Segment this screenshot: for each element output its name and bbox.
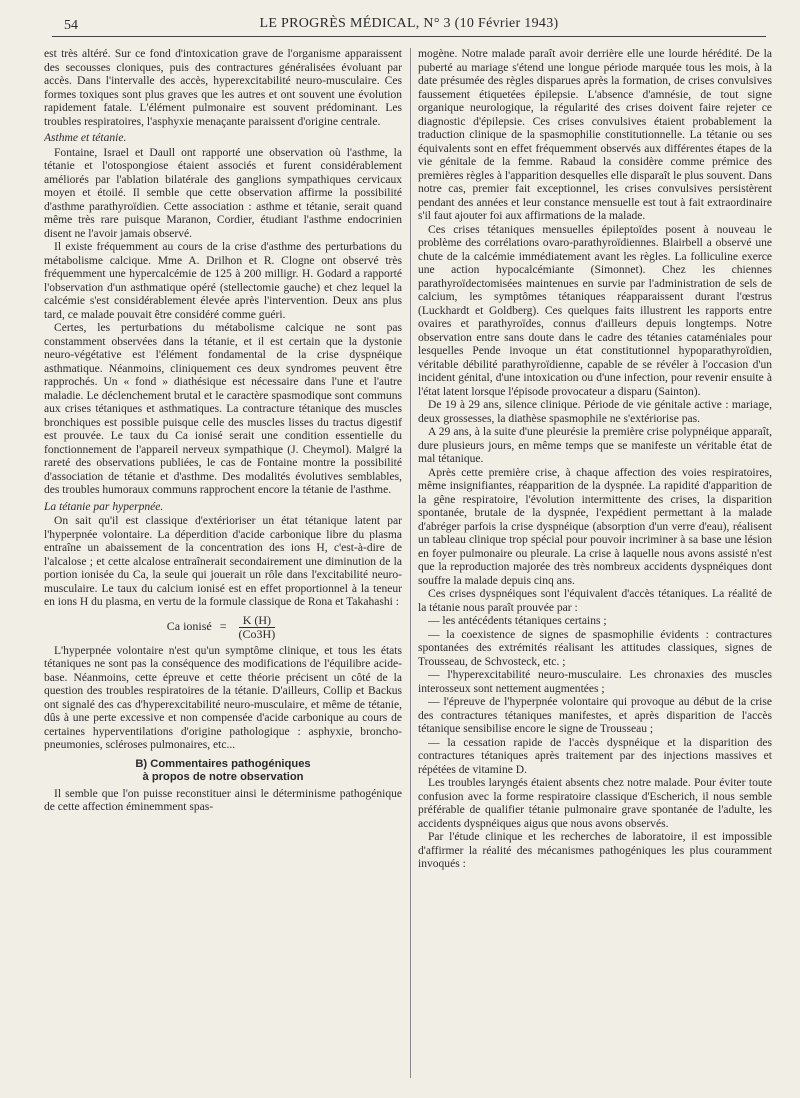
- section-heading: Asthme et tétanie.: [44, 132, 127, 144]
- paragraph: De 19 à 29 ans, silence clinique. Période de vie génitale active : mariage, deux grossesses, la diathèse spasmophile ne s'extériorise pas.: [418, 399, 772, 425]
- paragraph: Ces crises dyspnéiques sont l'équivalent d'accès tétaniques. La réalité de la tétanie nous paraît prouvée par :: [418, 588, 772, 614]
- list-item: — la coexistence de signes de spasmophilie évidents : contractures spontanées des extrémités réalisant les attitudes classiques, signes de Trousseau, de Schvosteck, etc. ;: [418, 628, 772, 668]
- formula-numerator: K (H): [239, 614, 275, 628]
- formula-fraction: [235, 614, 280, 641]
- section-heading-bold: [44, 758, 402, 785]
- paragraph: Certes, les perturbations du métabolisme calcique ne sont pas constamment observées dans la tétanie, et il est certain que la dystonie neuro-végétative est l'élément fondamental de la crise dyspnéique asthmatique. Néanmoins, cliniquement ces deux syndromes peuvent être rapprochés. Un « fond » diathésique est nécessaire dans l'une et l'autre maladie. Le déclenchement brutal et le caractère spasmodique sont communs aux crises tétaniques et asthmatiques. La contracture tétanique des muscles bronchiques est possible puisque celle des muscles lisses du tractus digestif est prouvée. Le taux du Ca ionisé serait une condition essentielle du fonctionnement de l'appareil nerveux sympathique (J. Cheymol). Malgré la rareté des observations publiées, le cas de Fontaine montre la possibilité d'association de tétanie et d'asthme. Des modalités évolutives semblables, des troubles humoraux communs rapprochent encore la tétanie de l'asthme.: [44, 322, 402, 496]
- paragraph: On sait qu'il est classique d'extérioriser un état tétanique latent par l'hyperpnée volontaire. La déperdition d'acide carbonique libre du plasma entraîne un abaissement de la concentration des ions H, c'est-à-dire de l'alcalose ; et cette alcalose entraînerait secondairement une diminution de la portion ionisée du Ca, la seule qui jouerait un rôle dans l'excitabilité neuro-musculaire. Le taux du calcium ionisé est en effet proportionnel à la teneur en ions H du plasma, en vertu de la formule classique de Rona et Takahashi :: [44, 515, 402, 608]
- list-item: — l'épreuve de l'hyperpnée volontaire qui provoque au début de la crise des contractures tétaniques manifestes, et après disparition de l'accès tétanique sensibilise encore le signe de Trousseau ;: [418, 696, 772, 735]
- list-item: — la cessation rapide de l'accès dyspnéique et la disparition des contractures tétaniques après traitement par des injections massives et répétées de vitamine D.: [418, 736, 772, 776]
- paragraph: Après cette première crise, à chaque affection des voies respiratoires, même insignifiantes, réapparition de la dyspnée. La rapidité d'apparition de la gêne respiratoire, l'évolution intermittente des crises, la disparition spontanée, brutale de la dyspnée, l'expédient permettant à la malade d'abréger parfois la crise dyspnéique (absorption d'un verre d'eau), réalisent un tableau clinique trop spécial pour pouvoir incriminer à sa base une lésion en foyer pulmonaire ou pleurale. La crise à laquelle nous avons assisté n'est que la reproduction majorée des très nombreux accidents dyspnéiques dont souffre la malade depuis cinq ans.: [418, 466, 772, 587]
- paragraph: Il semble que l'on puisse reconstituer ainsi le déterminisme pathogénique de cette affection éminemment spas-: [44, 787, 402, 813]
- right-column: [418, 48, 772, 1078]
- page-number: 54: [64, 18, 78, 33]
- paragraph: Fontaine, Israel et Daull ont rapporté une observation où l'asthme, la tétanie et l'otospongiose étaient associés et furent considérablement améliorés par l'ablation bilatérale des ganglions sympathiques cervicaux moyen et étoilé. Il semble que cette observation affirme la possibilité d'asthme parathyroïdien. Cette association : asthme et tétanie, serait quand même très rare puisque Maranon, Cordier, étudiant l'asthme endocrinien disent ne l'avoir jamais observé.: [44, 146, 402, 240]
- paragraph: Les troubles laryngés étaient absents chez notre malade. Pour éviter toute confusion avec la forme respiratoire classique d'Escherich, il nous semble préférable de qualifier tétanie pulmonaire grave spontanée de l'adulte, les accidents dyspnéiques aigus que nous avons observés.: [418, 777, 772, 830]
- left-column: [44, 48, 402, 1078]
- paragraph: Par l'étude clinique et les recherches de laboratoire, il est impossible d'affirmer la réalité des mécanismes pathogéniques les plus couramment invoqués :: [418, 831, 772, 870]
- running-title: LE PROGRÈS MÉDICAL, N° 3 (10 Février 1943): [259, 16, 559, 31]
- text-columns: [44, 48, 772, 1078]
- paragraph: mogène. Notre malade paraît avoir derrière elle une lourde hérédité. De la puberté au mariage s'étend une longue période marquée tous les mois, à la date présumée des règles disparues après la formation, de crises convulsives faussement étiquetées épilepsie. L'absence d'amnésie, de tout signe organique neurologique, la régularité des crises doivent faire rejeter ce diagnostic d'épilepsie. Ces crises convulsives étaient probablement la traduction clinique de la spasmophilie constitutionnelle. La tétanie ou ses équivalents sont en effet fréquemment observés aux différentes étapes de la vie génitale de la femme. Rabaud la considère comme prémice des premières règles à l'apparition desquelles elle disparaît le plus souvent. Dans notre cas, premier fait exceptionnel, les crises convulsives persistèrent pendant des années et leur constance mensuelle est tout à fait extraordinaire s'il faut ajouter foi aux affirmations de la malade.: [418, 48, 772, 222]
- formula: [44, 614, 402, 641]
- paragraph: est très altéré. Sur ce fond d'intoxication grave de l'organisme apparaissent des secousses cloniques, puis des contractures généralisées évoluant par accès. Dans l'intervalle des accès, hyperexcitabilité neuro-musculaire. Ces formes toxiques sont plus graves que les autres et ont souvent une évolution rapidement fatale. L'élément pulmonaire est souvent prédominant. Les troubles respiratoires, l'asphyxie menaçante paraissent d'origine centrale.: [44, 48, 402, 128]
- section-heading: La tétanie par hyperpnée.: [44, 500, 164, 513]
- heading-line: B) Commentaires pathogéniques: [135, 757, 311, 770]
- paragraph: Ces crises tétaniques mensuelles épileptoïdes posent à nouveau le problème des corrélations ovaro-parathyroïdiennes. Blairbell a observé une chute de la calcémie immédiatement avant les règles. La folliculine exerce une action hypocalcémiante (Simonnet). Chez les chiennes parathyroïdectomisées maintenues en survie par l'administration de sels de calcium, les symptômes tétaniques réapparaissent durant l'œstrus (Luckhardt et Goldberg). Ces quelques faits illustrent les rapports entre ovaires et parathyroïdes, connus d'ailleurs depuis longtemps. Notre observation entre sans doute dans le cadre des tétanies cataméniales pour lesquelles Pende invoque un état constitutionnel hypoparathyroïdien, véritable débilité parathyroïdienne, capable de se révéler à l'occasion d'un incident génital, d'une intoxication ou d'une infection, pour revenir ensuite à l'état latent lorsque l'épisode provocateur a disparu (Sainton).: [418, 223, 772, 398]
- paragraph: Il existe fréquemment au cours de la crise d'asthme des perturbations du métabolisme calcique. Mme A. Drilhon et R. Clogne ont observé très fréquemment une hypercalcémie de 125 à 200 milligr. H. Godard a rapporté l'observation d'un asthmatique opéré (stellectomie gauche) et chez lequel la calcémie s'est considérablement élevée après l'intervention. Deux ans plus tard, ce malade pouvait être considéré comme guéri.: [44, 241, 402, 321]
- heading-line: à propos de notre observation: [142, 771, 304, 783]
- formula-equals: =: [219, 619, 227, 634]
- formula-denominator: (Co3H): [238, 626, 276, 641]
- paragraph: A 29 ans, à la suite d'une pleurésie la première crise polypnéique apparaît, dure plusieurs jours, en même temps que se manifeste un véritable état de mal tétanique.: [418, 426, 772, 465]
- list-item: — les antécédents tétaniques certains ;: [428, 615, 607, 627]
- column-divider: [410, 48, 411, 1078]
- page-header: [52, 14, 766, 37]
- paragraph: L'hyperpnée volontaire n'est qu'un symptôme clinique, et tous les états tétaniques ne sont pas la conséquence des modifications de l'équilibre acide-base. Néanmoins, cette épreuve et cette théorie précisent un côté de la question des troubles respiratoires de la tétanie. D'ailleurs, Collip et Backus ont signalé des cas d'hyperexcitabilité neuro-musculaire, et même de tétanie, dûs à une perte excessive et non compensée d'acide carbonique au cours de certaines hyperventilations d'origine pathologique : asphyxie, broncho-pneumonies, scléroses pulmonaires, etc...: [44, 644, 402, 751]
- list-item: — l'hyperexcitabilité neuro-musculaire. Les chronaxies des muscles interosseux sont nettement augmentées ;: [418, 669, 772, 695]
- formula-lhs: Ca ionisé: [166, 619, 212, 634]
